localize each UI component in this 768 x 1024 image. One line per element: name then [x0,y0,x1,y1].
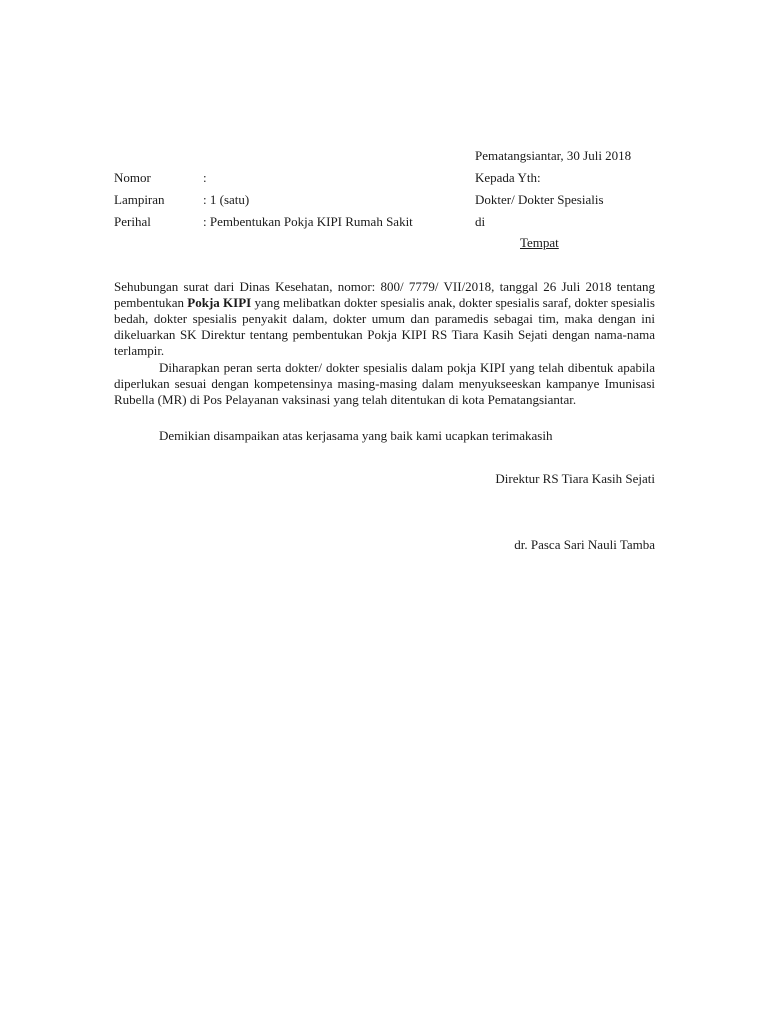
paragraph-intro-text-a: Sehubungan surat dari Dinas Kesehatan, nomor: 800/ 7779/ VII/2018, tanggal 26 Juli 2018 tentang pembentukan [114,279,655,310]
recipient-salutation: Kepada Yth: [475,170,541,185]
place-date: Pematangsiantar, 30 Juli 2018 [475,148,632,163]
recipient-place: Tempat [520,235,559,250]
lampiran-value: : 1 (satu) [203,192,250,207]
perihal-value: : Pembentukan Pokja KIPI Rumah Sakit [203,214,413,229]
paragraph-request: Diharapkan peran serta dokter/ dokter spesialis dalam pokja KIPI yang telah dibentuk apabila diperlukan sesuai dengan kompetensinya masing-masing dalam menyukseeskan kampanye Imunisasi Rubella (MR) di Pos Pelayanan vaksinasi yang telah ditentukan di kota Pematangsiantar. [114,360,655,407]
signature-name: dr. Pasca Sari Nauli Tamba [514,537,655,552]
perihal-label: Perihal [114,214,151,229]
nomor-label: Nomor [114,170,151,185]
lampiran-label: Lampiran [114,192,165,207]
paragraph-intro-text-b: yang melibatkan dokter spesialis anak, dokter spesialis saraf, dokter spesialis bedah, dokter spesialis penyakit dalam, dokter umum dan paramedis sebagai tim, maka dengan ini dikeluarkan SK Direktur tentang pembentukan Pokja KIPI RS Tiara Kasih Sejati dengan nama-nama terlampir. [114,295,655,358]
paragraph-closing: Demikian disampaikan atas kerjasama yang baik kami ucapkan terimakasih [159,428,553,443]
signature-title: Direktur RS Tiara Kasih Sejati [495,471,655,486]
recipient-at: di [475,214,486,229]
paragraph-intro [114,279,655,359]
nomor-value: : [203,170,207,185]
pokja-kipi-bold: Pokja KIPI [187,295,252,310]
recipient-name: Dokter/ Dokter Spesialis [475,192,604,207]
